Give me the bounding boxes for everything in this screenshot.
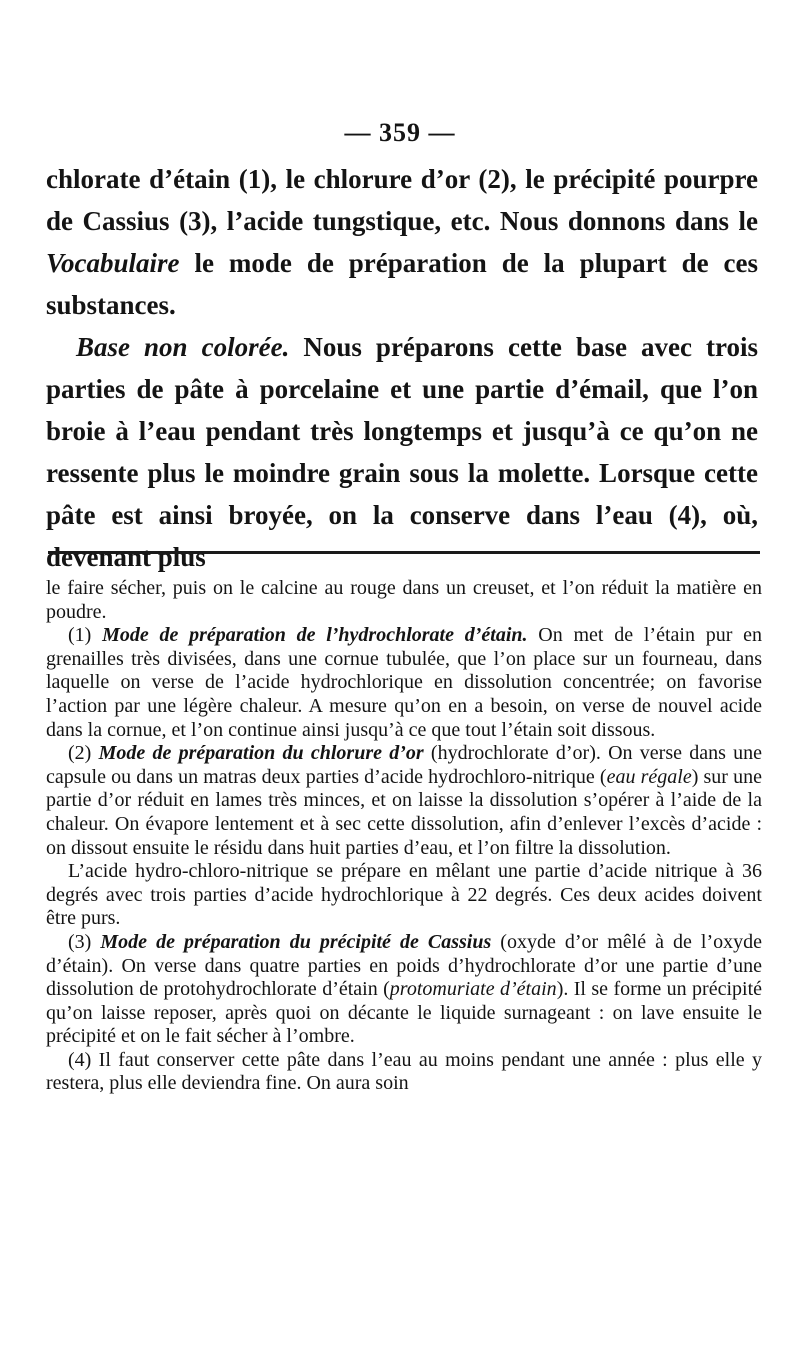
page-number: — 359 — xyxy=(344,118,456,147)
footnote-continuation: le faire sécher, puis on le calcine au rouge dans un creuset, et l’on réduit la matière en poudre. xyxy=(46,577,762,623)
footnote-4-marker: (4) xyxy=(68,1048,92,1071)
protomuriate-italic: protomuriate d’étain xyxy=(389,978,557,1001)
footnote-1-marker: (1) xyxy=(68,624,92,647)
main-paragraph-1-text: chlorate d’étain (1), le chlorure d’or (2), le précipité pourpre de Cassius (3), l’acide tungstique, etc. Nous donnons dans le xyxy=(46,164,758,236)
footnotes xyxy=(46,577,762,1096)
footnote-3 xyxy=(46,931,762,1049)
main-paragraph-1 xyxy=(46,158,758,326)
footnote-4 xyxy=(46,1049,762,1096)
footnote-4-text: Il faut conserver cette pâte dans l’eau au moins pendant une année : plus elle y restera, plus elle deviendra fine. On aura soin xyxy=(46,1048,762,1095)
vocabulaire-italic: Vocabulaire xyxy=(46,248,180,278)
footnote-1-text: On met de l’étain pur en grenailles très divisées, dans une cornue tubulée, que l’on place sur un fourneau, dans laquelle on verse de l’acide hydrochlorique en dissolution concentrée; on favorise l’action par une légère chaleur. A mesure qu’on en a besoin, on verse de nouvel acide dans la cornue, et l’on continue ainsi jusqu’à ce que tout l’étain soit dissous. xyxy=(46,624,763,741)
footnote-3-marker: (3) xyxy=(68,930,92,953)
footnote-rule xyxy=(48,551,760,554)
footnote-3-title: Mode de préparation du précipité de Cassius xyxy=(100,930,492,953)
footnote-1 xyxy=(46,624,762,742)
eau-regale-italic: eau régale xyxy=(606,765,692,788)
base-non-coloree-heading: Base non colorée. xyxy=(76,332,290,362)
footnote-2 xyxy=(46,742,762,860)
main-paragraph-2-text: Nous préparons cette base avec trois parties de pâte à porcelaine et une partie d’émail, que l’on broie à l’eau pendant très longtemps et jusqu’à ce qu’on ne ressente plus le moindre grain sous la molette. Lorsque cette pâte est ainsi broyée, on la conserve dans l’eau (4), où, devenant plus xyxy=(46,332,758,572)
footnote-3-text-b: ). Il se forme un précipité qu’on laisse reposer, après quoi on décante le liquide surnageant : on lave ensuite le précipité et on le fait sécher à l’ombre. xyxy=(46,978,763,1048)
footnote-2-continued: L’acide hydro-chloro-nitrique se prépare en mêlant une partie d’acide nitrique à 36 degrés avec trois parties d’acide hydrochlorique à 22 degrés. Ces deux acides doivent être purs. xyxy=(46,860,762,930)
footnote-3-text-a: (oxyde d’or mêlé à de l’oxyde d’étain). On verse dans quatre parties en poids d’hydrochlorate d’or une partie d’une dissolution de protohydrochlorate d’étain ( xyxy=(46,930,763,1001)
main-paragraph-2 xyxy=(46,326,758,578)
main-paragraph-1-end: le mode de préparation de la plupart de ces substances. xyxy=(46,248,758,320)
footnote-2-marker: (2) xyxy=(68,742,92,765)
footnote-1-title: Mode de préparation de l’hydrochlorate d’étain. xyxy=(102,624,528,647)
main-text xyxy=(46,158,758,578)
footnote-2-text-a: (hydrochlorate d’or). On verse dans une capsule ou dans un matras deux parties d’acide hydrochloro-nitrique ( xyxy=(46,742,763,788)
footnote-2-title: Mode de préparation du chlorure d’or xyxy=(98,742,424,765)
footnote-2-text-b: ) sur une partie d’or réduit en lames très minces, et on laisse la dissolution s’opérer à l’aide de la chaleur. On évapore lentement et à sec cette dissolution, afin d’enlever l’excès d’acide : on dissout ensuite le résidu dans huit parties d’eau, et l’on filtre la dissolution. xyxy=(46,765,762,859)
